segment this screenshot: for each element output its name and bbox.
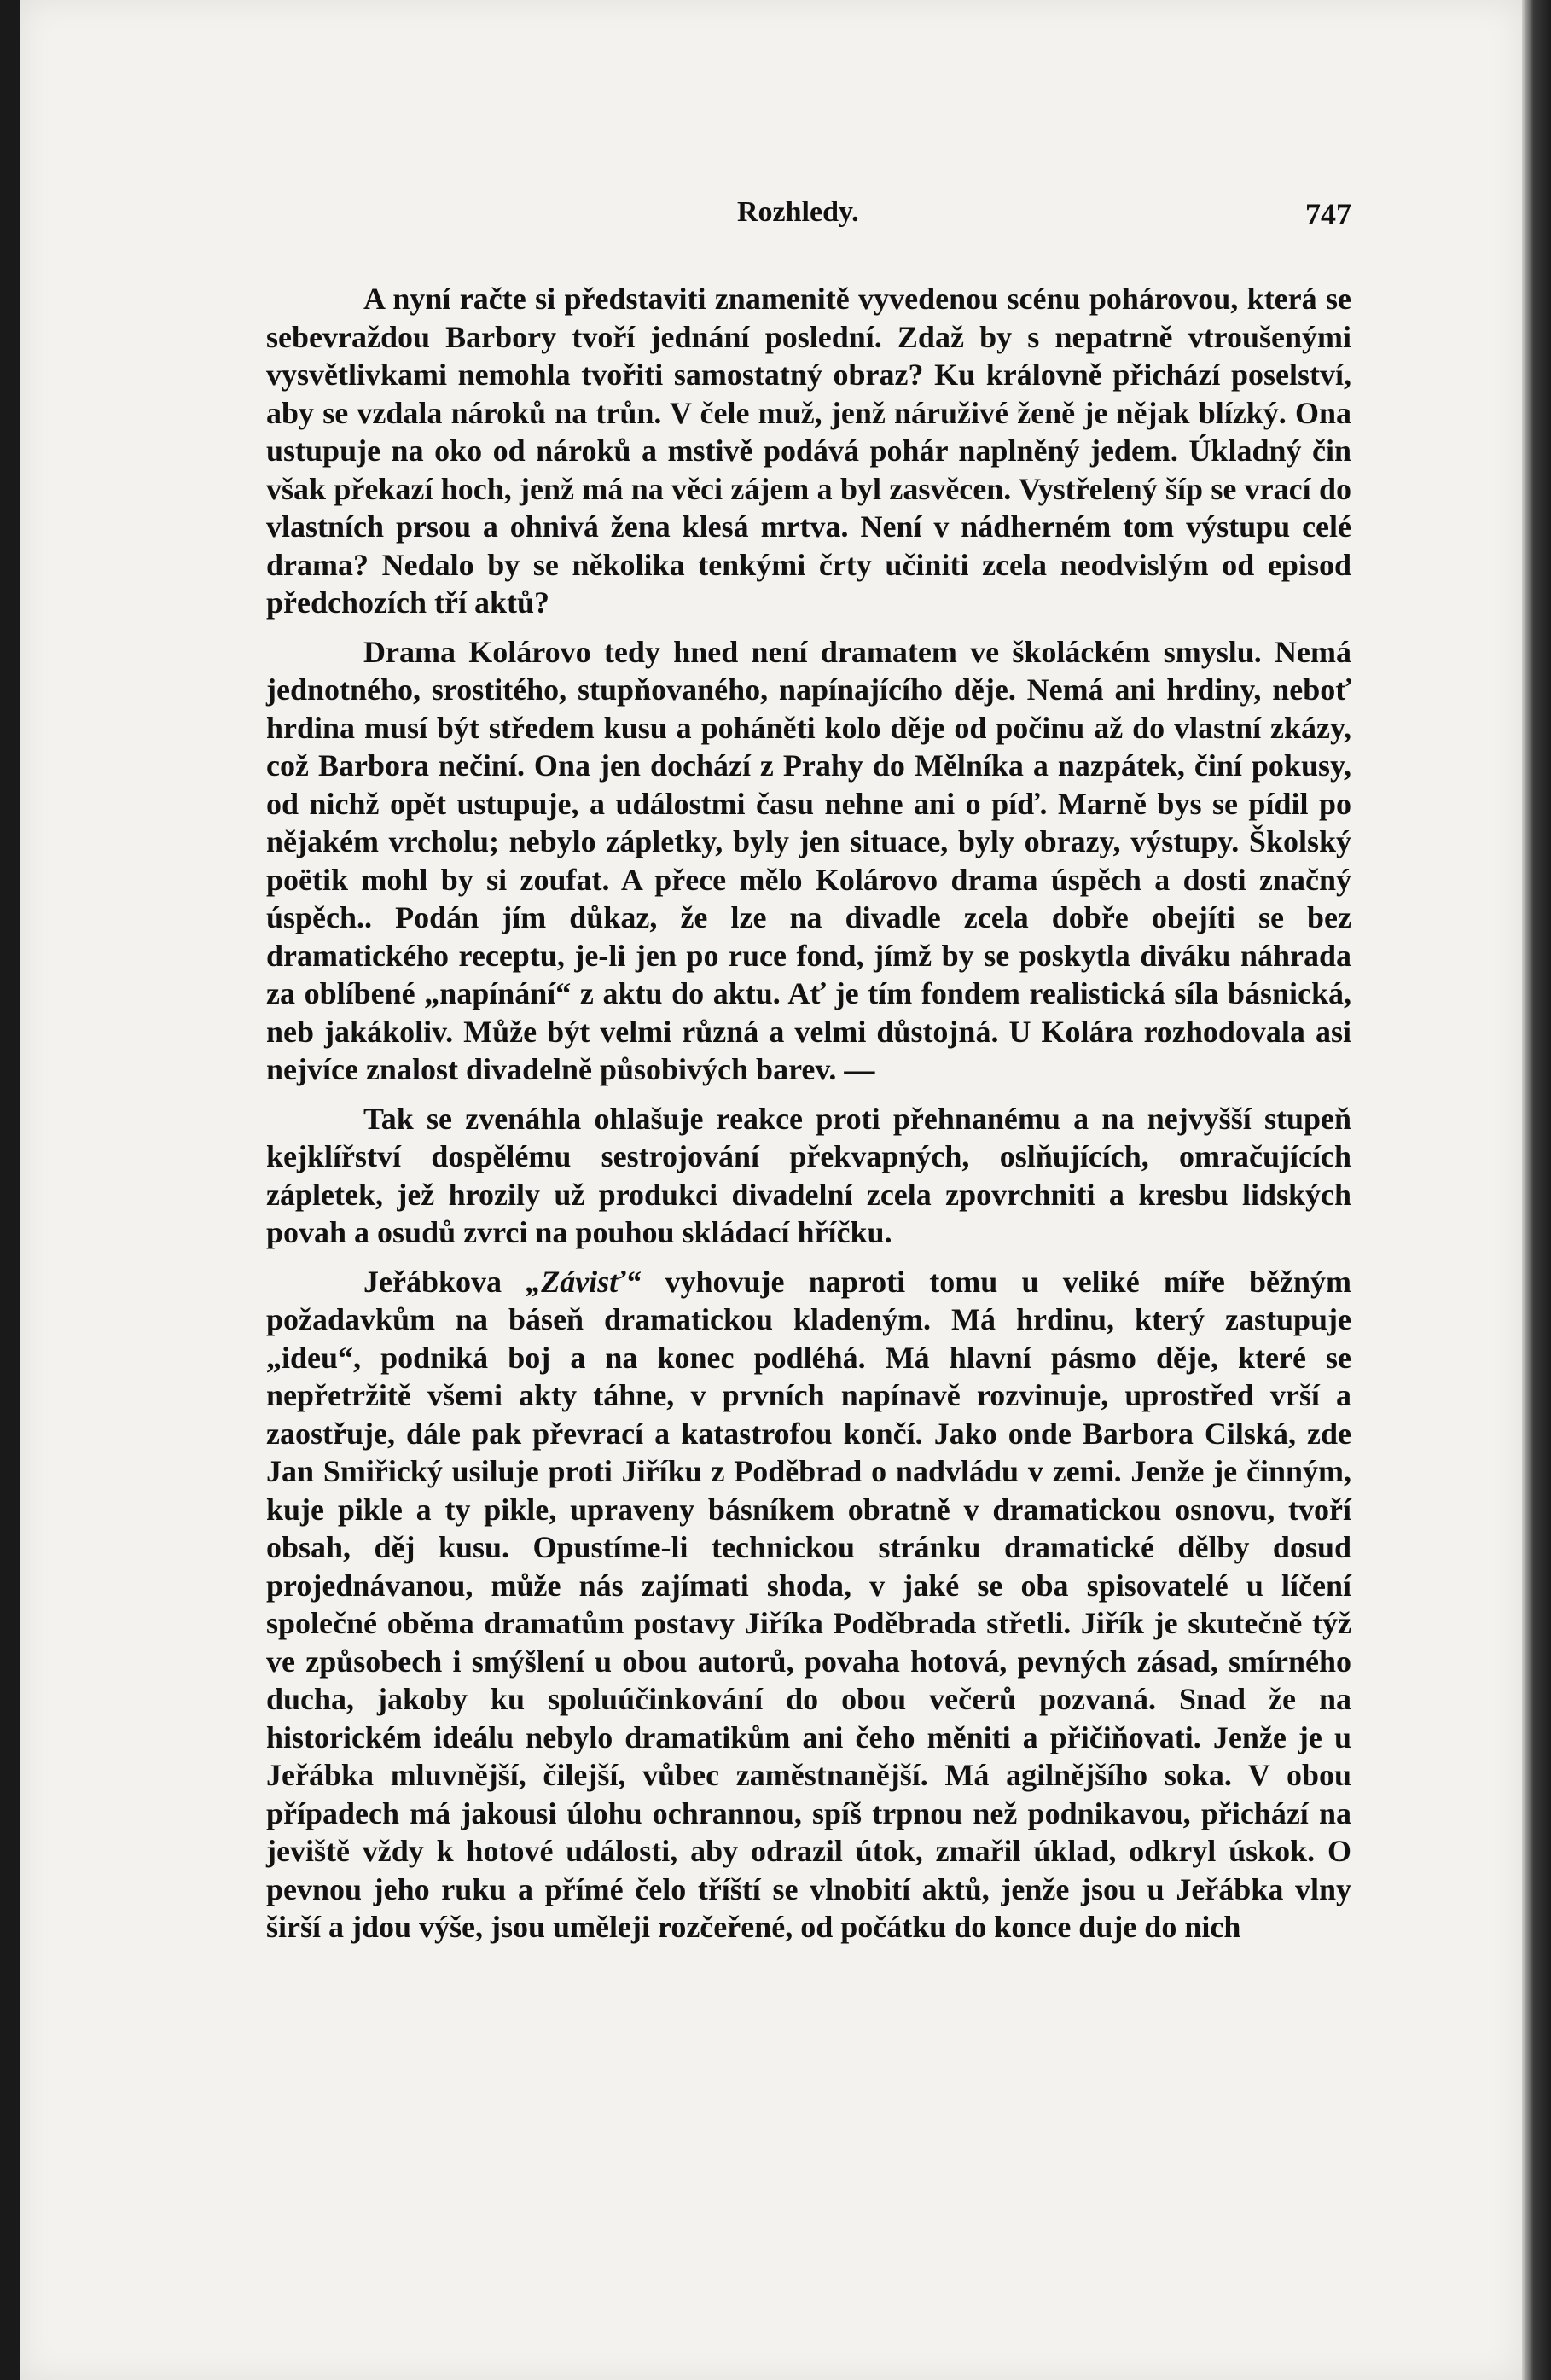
book-page	[20, 0, 1522, 2380]
running-title: Rozhledy.	[737, 196, 859, 228]
scan-right-edge	[1522, 0, 1551, 2380]
paragraph-4-lead: Jeřábkova	[363, 1264, 526, 1299]
scan-left-edge	[0, 0, 20, 2380]
paragraph-1: A nyní račte si představiti znamenitě vyvedenou scénu pohárovou, která se sebevraždou Barbory tvoří jednání poslední. Zdaž by s nepatrně vtroušenými vysvětlivkami nemohla tvořiti samostatný obraz? Ku královně přichází poselství, aby se vzdala nároků na trůn. V čele muž, jenž náruživé ženě je nějak blízký. Ona ustupuje na oko od nároků a mstivě podává pohár naplněný jedem. Úkladný čin však překazí hoch, jenž má na věci zájem a byl zasvěcen. Vystřelený šíp se vrací do vlastních prsou a ohnivá žena klesá mrtva. Není v nádherném tom výstupu celé drama? Nedalo by se několika tenkými črty učiniti zcela neodvislým od episod předchozích tří aktů?	[266, 282, 1351, 620]
paragraph-4-body: vyhovuje naproti tomu u veliké míře běžným požadavkům na báseň dramatickou kladeným. Má hrdinu, který zastupuje „ideu“, podniká boj a na konec podléhá. Má hlavní pásmo děje, které se nepřetržitě všemi akty táhne, v prvních napínavě rozvinuje, uprostřed vrší a zaostřuje, dále pak převrací a katastrofou končí. Jako onde Barbora Cilská, zde Jan Smiřický usiluje proti Jiříku z Poděbrad o nadvládu v zemi. Jenže je činným, kuje pikle a ty pikle, upraveny básníkem obratně v dramatickou osnovu, tvoří obsah, děj kusu. Opustíme-li technickou stránku dramatické dělby dosud projednávanou, může nás zajímati shoda, v jaké se oba spisovatelé u líčení společné oběma dramatům postavy Jiříka Poděbrada střetli. Jiřík je skutečně týž ve způsobech i smýšlení u obou autorů, povaha hotová, pevných zásad, smírného ducha, jakoby ku spoluúčinkování do obou večerů pozvaná. Snad že na historickém ideálu nebylo dramatikům ani čeho měniti a přičiňovati. Jenže je u Jeřábka mluvnější, čilejší, vůbec zaměstnanější. Má agilnějšího soka. V obou případech má jakousi úlohu ochrannou, spíš trpnou než podnikavou, přichází na jeviště vždy k hotové události, aby odrazil útok, zmařil úklad, odkryl úskok. O pevnou jeho ruku a přímé čelo tříští se vlnobití aktů, jenže jsou u Jeřábka vlny širší a jdou výše, jsou uměleji rozčeřené, od počátku do konce duje do nich	[266, 1264, 1352, 1944]
paragraph-3: Tak se zvenáhla ohlašuje reakce proti přehnanému a na nejvyšší stupeň kejklířství dospělému sestrojování překvapných, oslňujících, omračujících zápletek, jež hrozily už produkci divadelní zcela zpovrchniti a kresbu lidských povah a osudů zvrci na pouhou skládací hříčku.	[266, 1101, 1351, 1249]
page-number: 747	[1305, 197, 1351, 231]
play-title-zavist: „Závisť“	[526, 1264, 642, 1299]
paragraph-2: Drama Kolárovo tedy hned není dramatem ve školáckém smyslu. Nemá jednotného, srostitého, stupňovaného, napínajícího děje. Nemá ani hrdiny, neboť hrdina musí být středem kusu a poháněti kolo děje od počinu až do vlastní zkázy, což Barbora nečiní. Ona jen dochází z Prahy do Mělníka a nazpátek, činí pokusy, od nichž opět ustupuje, a událostmi času nehne ani o píď. Marně bys se pídil po nějakém vrcholu; nebylo zápletky, byly jen situace, byly obrazy, výstupy. Školský poëtik mohl by si zoufat. A přece mělo Kolárovo drama úspěch a dosti značný úspěch.. Podán jím důkaz, že lze na divadle zcela dobře obejíti se bez dramatického receptu, je-li jen po ruce fond, jímž by se poskytla diváku náhrada za oblíbené „napínání“ z aktu do aktu. Ať je tím fondem realistická síla básnická, neb jakákoliv. Může být velmi různá a velmi důstojná. U Kolára rozhodovala asi nejvíce znalost divadelně působivých barev. —	[266, 634, 1351, 1086]
running-header	[268, 196, 1351, 247]
article-text	[266, 280, 1351, 1958]
paragraph-4	[266, 1263, 1351, 1946]
